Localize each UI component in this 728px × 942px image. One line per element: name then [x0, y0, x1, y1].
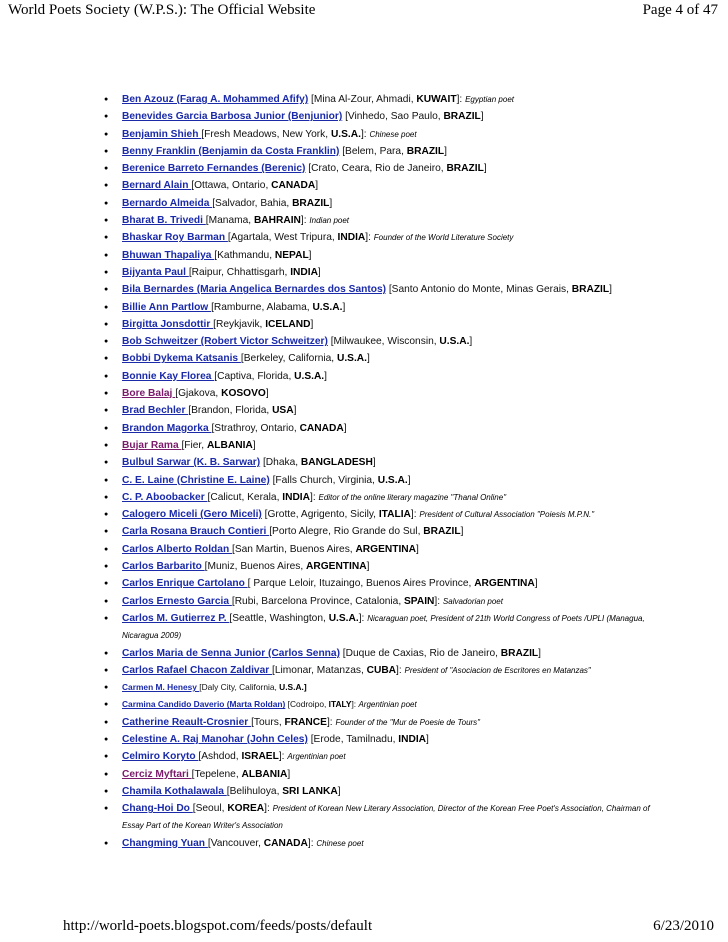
poet-name-link[interactable]: Carlos Enrique Cartolano — [122, 578, 248, 590]
poet-bracket: ]: — [264, 803, 273, 815]
poet-bracket: ] — [480, 111, 484, 123]
poet-bracket: ] — [329, 197, 333, 209]
list-item — [104, 679, 664, 696]
poet-location: [Kathmandu, — [214, 249, 275, 261]
list-item — [104, 454, 664, 471]
poet-name-link[interactable]: Chang-Hoi Do — [122, 803, 193, 815]
poet-name-link[interactable]: Calogero Miceli (Gero Miceli) — [122, 509, 262, 521]
poet-location: [Santo Antonio do Monte, Minas Gerais, — [386, 284, 572, 296]
list-item — [104, 281, 664, 298]
list-item — [104, 523, 664, 540]
list-item — [104, 593, 664, 610]
poet-location: [Grotte, Agrigento, Sicily, — [261, 509, 379, 521]
poet-name-link[interactable]: Carmina Candido Daverio (Marta Roldan) — [122, 699, 286, 710]
poet-country: FRANCE — [284, 716, 327, 728]
poet-location: [Calicut, Kerala, — [207, 491, 283, 503]
poet-location: [Gjakova, — [175, 388, 222, 400]
poet-country: U.S.A.] — [279, 682, 307, 693]
poet-description: Founder of the "Mur de Poesie de Tours" — [335, 717, 481, 727]
poet-name-link[interactable]: Brad Bechler — [122, 405, 189, 417]
list-item — [104, 247, 664, 264]
poet-bracket: ] — [372, 457, 376, 469]
poet-bracket: ] — [308, 249, 312, 261]
poet-description: Egyptian poet — [465, 95, 514, 104]
poet-description: Salvadorian poet — [442, 596, 503, 606]
poet-location: [Porto Alegre, Rio Grande do Sul, — [269, 526, 424, 538]
list-item — [104, 558, 664, 575]
poet-name-link[interactable]: Benevides Garcia Barbosa Junior (Benjunior) — [122, 111, 343, 123]
poet-name-link[interactable]: Bhuwan Thapaliya — [122, 249, 215, 261]
poet-location: [Tepelene, — [191, 768, 242, 780]
poet-country: BRAZIL — [423, 526, 461, 538]
poet-location: [Milwaukee, Wisconsin, — [327, 336, 440, 348]
poet-name-link[interactable]: Bijyanta Paul — [122, 266, 189, 278]
poet-name-link[interactable]: Changming Yuan — [122, 837, 208, 849]
poet-bracket: ]: — [300, 215, 310, 227]
list-item — [104, 472, 664, 489]
poet-bracket: ]: — [358, 612, 368, 624]
poet-name-link[interactable]: Catherine Reault-Crosnier — [122, 716, 252, 728]
poet-bracket: ] — [265, 388, 269, 400]
poet-location: [Belem, Para, — [339, 145, 407, 157]
poet-location: [Manama, — [205, 215, 254, 227]
list-item — [104, 800, 664, 835]
poet-location: [Seoul, — [192, 803, 228, 815]
poet-country: ARGENTINA — [355, 543, 417, 555]
poet-country: ISRAEL — [241, 751, 279, 763]
poet-bracket: ] — [317, 266, 321, 278]
poet-bracket: ] — [460, 526, 464, 538]
poet-location: [Captiva, Florida, — [214, 370, 295, 382]
list-item — [104, 108, 664, 125]
list-item — [104, 783, 664, 800]
list-item — [104, 264, 664, 281]
poet-bracket: ] — [252, 439, 256, 451]
poet-country: KUWAIT — [416, 94, 457, 105]
poet-name-link[interactable]: Celmiro Koryto — [122, 751, 199, 763]
poet-bracket: ]: — [351, 699, 359, 710]
page-footer — [0, 916, 728, 940]
list-item — [104, 91, 664, 108]
list-item — [104, 437, 664, 454]
poet-country: KOSOVO — [221, 388, 266, 400]
poet-description: Nicaraguan poet, President of 21th World Congress of Poets /UPLI (Managua, Nicaragua 2009) — [122, 613, 645, 641]
poet-location: [Raipur, Chhattisgarh, — [188, 266, 291, 278]
poet-country: CANADA — [263, 837, 308, 849]
list-item — [104, 748, 664, 765]
list-item — [104, 385, 664, 402]
poet-bracket: ]: — [278, 751, 288, 763]
poet-bracket: ] — [324, 370, 327, 382]
poet-bracket: ] — [426, 733, 429, 745]
poet-name-link[interactable]: Brandon Magorka — [122, 422, 212, 434]
poet-bracket: ]: — [365, 232, 374, 244]
poet-name-link[interactable]: Bila Bernardes (Maria Angelica Bernardes dos Santos) — [122, 284, 387, 296]
poet-bracket: ]: — [326, 716, 336, 728]
poet-bracket: ] — [366, 561, 370, 573]
poet-country: CUBA — [366, 664, 397, 676]
poet-bracket: ] — [293, 405, 297, 417]
poet-country: U.S.A. — [312, 301, 343, 313]
poet-bracket: ]: — [410, 509, 420, 521]
poet-location: [Mina Al-Zour, Ahmadi, — [308, 94, 417, 105]
poet-name-link[interactable]: C. E. Laine (Christine E. Laine) — [122, 474, 270, 486]
poet-country: USA — [272, 405, 294, 417]
poet-country: BAHRAIN — [253, 215, 301, 227]
poet-location: [Fresh Meadows, New York, — [201, 128, 331, 140]
poet-location: [Fier, — [181, 439, 207, 451]
list-item — [104, 662, 664, 679]
footer-date: 6/23/2010 — [653, 918, 714, 934]
poet-country: BRAZIL — [446, 163, 484, 175]
poet-name-link[interactable]: Carla Rosana Brauch Contieri — [122, 526, 270, 538]
poet-description: Editor of the online literary magazine "Thanal Online" — [318, 492, 507, 502]
list-item — [104, 610, 664, 645]
list-item — [104, 731, 664, 748]
poet-country: ALBANIA — [241, 768, 288, 780]
poet-country: U.S.A. — [377, 474, 408, 486]
poet-country: U.S.A. — [439, 336, 470, 348]
poet-name-link[interactable]: Bonnie Kay Florea — [122, 370, 215, 382]
poet-bracket: ] — [367, 353, 370, 365]
poet-location: [Seattle, Washington, — [229, 612, 329, 624]
poet-name-link[interactable]: Benjamin Shieh — [122, 128, 202, 140]
poet-list — [104, 91, 664, 852]
poet-country: BRAZIL — [406, 145, 445, 157]
list-item — [104, 420, 664, 437]
list-item — [104, 402, 664, 419]
poet-country: INDIA — [282, 491, 310, 503]
poet-location: [ Parque Leloir, Ituzaingo, Buenos Aires Province, — [247, 578, 475, 590]
list-item — [104, 645, 664, 662]
page-number: Page 4 of 47 — [642, 2, 718, 18]
poet-location: [Rubi, Barcelona Province, Catalonia, — [231, 595, 405, 607]
poet-location: [Limonar, Matanzas, — [272, 664, 367, 676]
poet-location: [Duque de Caxias, Rio de Janeiro, — [339, 647, 501, 659]
poet-bracket: ] — [444, 145, 447, 157]
poet-bracket: ] — [416, 543, 419, 555]
list-item — [104, 333, 664, 350]
poet-bracket: ]: — [307, 837, 317, 849]
poet-name-link[interactable]: Bernardo Almeida — [122, 197, 213, 209]
poet-description: Argentinian poet — [287, 752, 346, 762]
poet-location: [Salvador, Bahia, — [212, 197, 293, 209]
poet-description: President of Korean New Literary Association, Director of the Korean Free Poet's Association, Chairman of Essay Part of the Korean Writer's Association — [122, 804, 650, 831]
poet-bracket: ] — [407, 474, 411, 486]
poet-country: U.S.A. — [336, 353, 367, 365]
poet-name-link[interactable]: Chamila Kothalawala — [122, 785, 227, 797]
poet-location: [Ottawa, Ontario, — [191, 180, 272, 192]
poet-country: NEPAL — [274, 249, 309, 261]
poet-description: Argentinian poet — [358, 700, 417, 710]
poet-location: [Crato, Ceara, Rio de Janeiro, — [305, 163, 447, 175]
poet-bracket: ]: — [360, 128, 370, 140]
poet-country: ARGENTINA — [306, 561, 367, 573]
poet-bracket: ]: — [456, 94, 466, 105]
list-item — [104, 368, 664, 385]
poet-name-link[interactable]: Bore Balaj — [122, 388, 176, 400]
list-item — [104, 835, 664, 852]
poet-location: [Falls Church, Virginia, — [269, 474, 378, 486]
poet-bracket: ]: — [434, 595, 443, 607]
poet-country: U.S.A. — [330, 128, 361, 140]
poet-location: [Tours, — [251, 716, 285, 728]
poet-country: U.S.A. — [328, 612, 359, 624]
poet-location: [Reykjavik, — [213, 318, 266, 330]
poet-location: [Brandon, Florida, — [188, 405, 273, 417]
poet-location: [Ramburne, Alabama, — [211, 301, 313, 313]
poet-country: BRAZIL — [500, 647, 539, 659]
list-item — [104, 229, 664, 246]
poet-country: ARGENTINA — [474, 578, 535, 590]
poet-bracket: ] — [609, 284, 612, 296]
poet-bracket: ] — [343, 422, 347, 434]
poet-country: U.S.A. — [294, 370, 325, 382]
poet-bracket: ] — [337, 785, 341, 797]
poet-bracket: ] — [483, 163, 487, 175]
poet-name-link[interactable]: Benny Franklin (Benjamin da Costa Franklin) — [122, 145, 340, 157]
poet-name-link[interactable]: Carmen M. Henesy — [122, 682, 200, 693]
poet-country: BRAZIL — [571, 284, 610, 296]
poet-name-link[interactable]: Celestine A. Raj Manohar (John Celes) — [122, 733, 308, 745]
list-item — [104, 506, 664, 523]
poet-bracket: ]: — [309, 491, 319, 503]
list-item — [104, 350, 664, 367]
poet-country: SRI LANKA — [282, 785, 338, 797]
poet-name-link[interactable]: Bob Schweitzer (Robert Victor Schweitzer) — [122, 336, 328, 348]
poet-bracket: ]: — [396, 664, 405, 676]
poet-bracket: ] — [287, 768, 291, 780]
poet-location: [San Martin, Buenos Aires, — [232, 543, 356, 555]
poet-name-link[interactable]: Bharat B. Trivedi — [122, 215, 206, 227]
poet-country: ALBANIA — [206, 439, 253, 451]
list-item — [104, 212, 664, 229]
poet-country: SPAIN — [404, 595, 435, 607]
poet-name-link[interactable]: Cerciz Myftari — [122, 768, 192, 780]
list-item — [104, 160, 664, 177]
list-item — [104, 126, 664, 143]
footer-url: http://world-poets.blogspot.com/feeds/posts/default — [63, 918, 373, 934]
poet-location: [Belihuloya, — [226, 785, 283, 797]
poet-location: [Muniz, Buenos Aires, — [204, 561, 307, 573]
list-item — [104, 299, 664, 316]
poet-country: CANADA — [299, 422, 344, 434]
poet-name-link[interactable]: Bobbi Dykema Katsanis — [122, 353, 241, 365]
poet-country: ITALIA — [378, 509, 411, 521]
poet-country: BRAZIL — [292, 197, 330, 209]
poet-name-link[interactable]: C. P. Aboobacker — [122, 491, 208, 503]
list-item — [104, 489, 664, 506]
poet-bracket: ] — [538, 647, 541, 659]
poet-name-link[interactable]: Bernard Alain — [122, 180, 192, 192]
poet-country: INDIA — [337, 232, 366, 244]
list-item — [104, 195, 664, 212]
poet-bracket: ] — [310, 318, 314, 330]
poet-name-link[interactable]: Billie Ann Partlow — [122, 301, 212, 313]
poet-country: BANGLADESH — [300, 457, 373, 469]
poet-location: [Berkeley, California, — [240, 353, 337, 365]
poet-bracket: ] — [469, 336, 473, 348]
poet-country: CANADA — [271, 180, 316, 192]
poet-name-link[interactable]: Carlos M. Gutierrez P. — [122, 612, 230, 624]
poet-country: ICELAND — [265, 318, 311, 330]
list-item — [104, 714, 664, 731]
list-item — [104, 143, 664, 160]
poet-location: [Vinhedo, Sao Paulo, — [342, 111, 444, 123]
poet-description: Founder of the World Literature Society — [373, 233, 514, 243]
poet-name-link[interactable]: Carlos Ernesto Garcia — [122, 595, 232, 607]
poet-name-link[interactable]: Bujar Rama — [122, 439, 182, 451]
poet-bracket: ] — [315, 180, 319, 192]
poet-name-link[interactable]: Berenice Barreto Fernandes (Berenic) — [122, 163, 306, 175]
poet-name-link[interactable]: Carlos Barbarito — [122, 561, 205, 573]
poet-description: President of "Asociacion de Escritores en Matanzas" — [404, 665, 591, 675]
poet-name-link[interactable]: Carlos Alberto Roldan — [122, 543, 232, 555]
poet-name-link[interactable]: Carlos Rafael Chacon Zaldivar — [122, 664, 273, 676]
header-title: World Poets Society (W.P.S.): The Official Website — [8, 2, 316, 18]
poet-bracket: ] — [342, 301, 346, 313]
list-item — [104, 575, 664, 592]
list-item — [104, 316, 664, 333]
poet-location: [Erode, Tamilnadu, — [307, 733, 399, 745]
poet-location: [Daly City, California, — [199, 682, 280, 693]
poet-location: [Ashdod, — [198, 751, 242, 763]
poet-description: Indian poet — [309, 216, 350, 226]
poet-description: Chinese poet — [316, 838, 364, 848]
poet-location: [Vancouver, — [207, 837, 264, 849]
page-header — [0, 0, 728, 24]
list-item — [104, 766, 664, 783]
poet-description: President of Cultural Association "Poiesis M.P.N." — [419, 510, 595, 520]
poet-country: INDIA — [398, 733, 427, 745]
poet-name-link[interactable]: Bulbul Sarwar (K. B. Sarwar) — [122, 457, 261, 469]
list-item — [104, 541, 664, 558]
poet-name-link[interactable]: Bhaskar Roy Barman — [122, 232, 228, 244]
poet-country: BRAZIL — [443, 111, 481, 123]
poet-location: [Strathroy, Ontario, — [211, 422, 300, 434]
poet-name-link[interactable]: Ben Azouz (Farag A. Mohammed Afify) — [122, 94, 309, 105]
poet-country: KOREA — [227, 803, 265, 815]
poet-country: INDIA — [290, 266, 318, 278]
poet-location: [Codroipo, — [285, 699, 329, 710]
poet-location: [Agartala, West Tripura, — [227, 232, 338, 244]
poet-description: Chinese poet — [369, 129, 417, 139]
poet-location: [Dhaka, — [260, 457, 301, 469]
poet-name-link[interactable]: Carlos Maria de Senna Junior (Carlos Senna) — [122, 647, 340, 659]
list-item — [104, 696, 664, 713]
poet-country: ITALY — [328, 699, 352, 710]
list-item — [104, 177, 664, 194]
poet-bracket: ] — [534, 578, 538, 590]
poet-name-link[interactable]: Birgitta Jonsdottir — [122, 318, 214, 330]
